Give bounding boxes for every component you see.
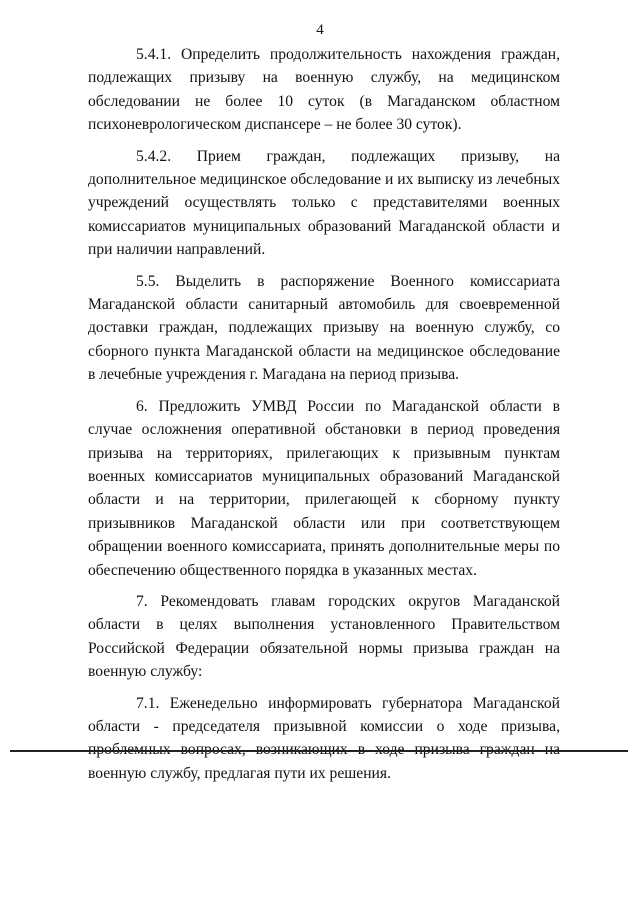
- paragraph-7-1: 7.1. Еженедельно информировать губернатора Магаданской области - председателя призывной комиссии о ходе призыва, проблемных вопросах, возникающих в ходе призыва граждан на военную службу, предлагая пути их решения.: [88, 694, 560, 782]
- paragraph-5-5: 5.5. Выделить в распоряжение Военного комиссариата Магаданской области санитарный автомобиль для своевременной доставки граждан, подлежащих призыву на военную службу, со сборного пункта Магаданской области на медицинское обследование в лечебные учреждения г. Магадана на период призыва.: [88, 272, 560, 384]
- page-number: 4: [316, 22, 324, 38]
- paragraph-5-4-2: 5.4.2. Прием граждан, подлежащих призыву, на дополнительное медицинское обследование и их выписку из лечебных учреждений осуществлять только с представителями военных комиссариатов муниципальных образований Магаданской области и при наличии направлений.: [88, 147, 560, 259]
- paragraph-7: 7. Рекомендовать главам городских округов Магаданской области в целях выполнения установленного Правительством Российской Федерации обязательной нормы призыва граждан на военную службу:: [88, 592, 560, 681]
- document-body: [88, 43, 560, 793]
- bottom-divider: [10, 750, 628, 752]
- paragraph-6: 6. Предложить УМВД России по Магаданской области в случае осложнения оперативной обстановки в период проведения призыва на территориях, прилегающих к призывным пунктам военных комиссариатов муниципальных образований Магаданской области и на территории, прилегающей к сборному пункту призывников Магаданской области или при соответствующем обращении военного комиссариата, принять дополнительные меры по обеспечению общественного порядка в указанных местах.: [88, 397, 560, 579]
- paragraph-5-4-1: 5.4.1. Определить продолжительность нахождения граждан, подлежащих призыву на военную службу, на медицинском обследовании не более 10 суток (в Магаданском областном психоневрологическом диспансере – не более 30 суток).: [88, 46, 560, 134]
